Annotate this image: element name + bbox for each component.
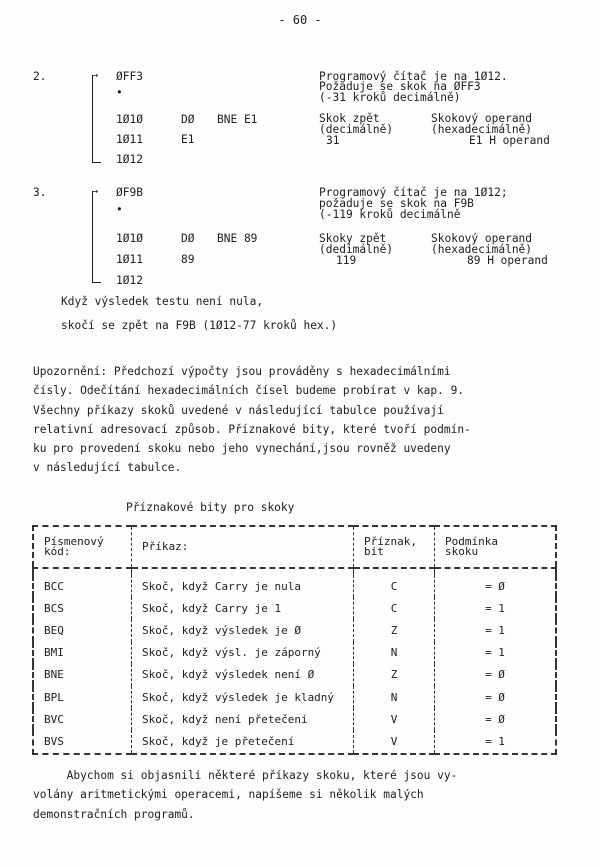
listing-addr: • <box>116 86 123 99</box>
closing-line: Abychom si objasnili některé příkazy skoku, které jsou vy- <box>33 769 458 782</box>
closing-line: volány aritmetickými operacemi, napíšeme si několik malých <box>33 788 424 802</box>
listing-addr: 1Ø11 <box>116 253 143 266</box>
branch-line <box>92 75 93 163</box>
header-flag: Příznak, bit <box>354 526 435 568</box>
col-b: Skokový operand <box>431 112 533 125</box>
paragraph-line: ku pro provedení skoku nebo jeho vynechání,jsou rovněž uvedeny <box>33 442 451 456</box>
listing-op: DØ <box>181 113 195 126</box>
caption-line: skočí se zpět na F9B (1Ø12-77 kroků hex.) <box>61 319 338 332</box>
note-line: Programový čítač je na 1Ø12; <box>319 186 508 199</box>
paragraph-line: Všechny příkazy skoků uvedené v následující tabulce používají <box>33 403 444 417</box>
return-hook <box>92 272 101 283</box>
listing-addr: ØF9B <box>116 186 143 199</box>
example-label: 3. <box>33 186 47 199</box>
flags-table <box>32 525 557 755</box>
listing-arg: BNE E1 <box>217 113 258 126</box>
listing-addr: 1Ø12 <box>116 153 143 166</box>
note-line: (-119 kroků decimálně <box>319 208 461 221</box>
page-number: - 60 - <box>278 13 322 27</box>
col-a: 119 <box>336 254 357 267</box>
table-row: BCS Skoč, když Carry je 1 C = 1 <box>33 597 556 619</box>
col-b: E1 H operand <box>469 134 550 147</box>
table-row: BMI Skoč, když výsl. je záporný N = 1 <box>33 642 556 664</box>
header-cond: Podmínka skoku <box>435 526 557 568</box>
note-line: (-31 kroků decimálně) <box>319 91 461 104</box>
table-row: BEQ Skoč, když výsledek je Ø Z = 1 <box>33 619 556 641</box>
table-row: BVC Skoč, když není přetečení V = Ø <box>33 708 556 730</box>
col-b: 89 H operand <box>467 254 548 267</box>
col-a: Skok zpět <box>319 112 380 125</box>
paragraph <box>33 362 471 478</box>
closing-paragraph <box>33 766 457 824</box>
note-line: požaduje se skok na F9B <box>319 197 474 210</box>
col-b: Skokový operand <box>431 232 533 245</box>
table-row: BVS Skoč, když je přetečení V = 1 <box>33 730 556 753</box>
return-hook <box>92 152 101 163</box>
header-code: Písmenový kód: <box>33 526 132 568</box>
arrow-right-icon: → <box>92 186 99 197</box>
listing-op: DØ <box>181 232 195 245</box>
col-a: 31 <box>326 134 340 147</box>
closing-line: demonstračních programů. <box>33 807 195 821</box>
listing-addr: ØFF3 <box>116 70 143 83</box>
listing-addr: 1Ø1Ø <box>116 113 143 126</box>
paragraph-line: čísly. Odečítání hexadecimálních čísel budeme probírat v kap. 9. <box>33 384 465 398</box>
arrow-right-icon: → <box>92 70 99 81</box>
table-row: BNE Skoč, když výsledek není Ø Z = Ø <box>33 664 556 686</box>
paragraph-line: v následující tabulce. <box>33 461 182 475</box>
paragraph-line: relativní adresovací způsob. Příznakové bity, které tvoří podmín- <box>33 422 471 436</box>
header-cmd: Příkaz: <box>132 526 354 568</box>
listing-op: 89 <box>181 253 195 266</box>
col-b: (hexadecimálně) <box>431 123 533 136</box>
listing-op: E1 <box>181 133 195 146</box>
table-row: BCC Skoč, když Carry je nula C = Ø <box>33 575 556 597</box>
branch-line <box>92 191 93 281</box>
note-line: Požaduje se skok na ØFF3 <box>319 80 481 93</box>
col-a: (dedimálně) <box>319 243 394 256</box>
listing-addr: • <box>116 203 123 216</box>
table-row: BPL Skoč, když výsledek je kladný N = Ø <box>33 686 556 708</box>
example-label: 2. <box>33 70 47 83</box>
listing-addr: 1Ø11 <box>116 133 143 146</box>
table-title: Příznakové bity pro skoky <box>126 501 295 514</box>
paragraph-line: Upozornění: Předchozí výpočty jsou prováděny s hexadecimálními <box>33 365 451 378</box>
note-line: Programový čítač je na 1Ø12. <box>319 70 508 83</box>
col-a: Skoky zpět <box>319 232 387 245</box>
col-b: (hexadecimálně) <box>431 243 533 256</box>
listing-arg: BNE 89 <box>217 232 258 245</box>
listing-addr: 1Ø12 <box>116 274 143 287</box>
caption-line: Když výsledek testu není nula, <box>61 295 264 308</box>
listing-addr: 1Ø1Ø <box>116 232 143 245</box>
col-a: (decimálně) <box>319 123 394 136</box>
